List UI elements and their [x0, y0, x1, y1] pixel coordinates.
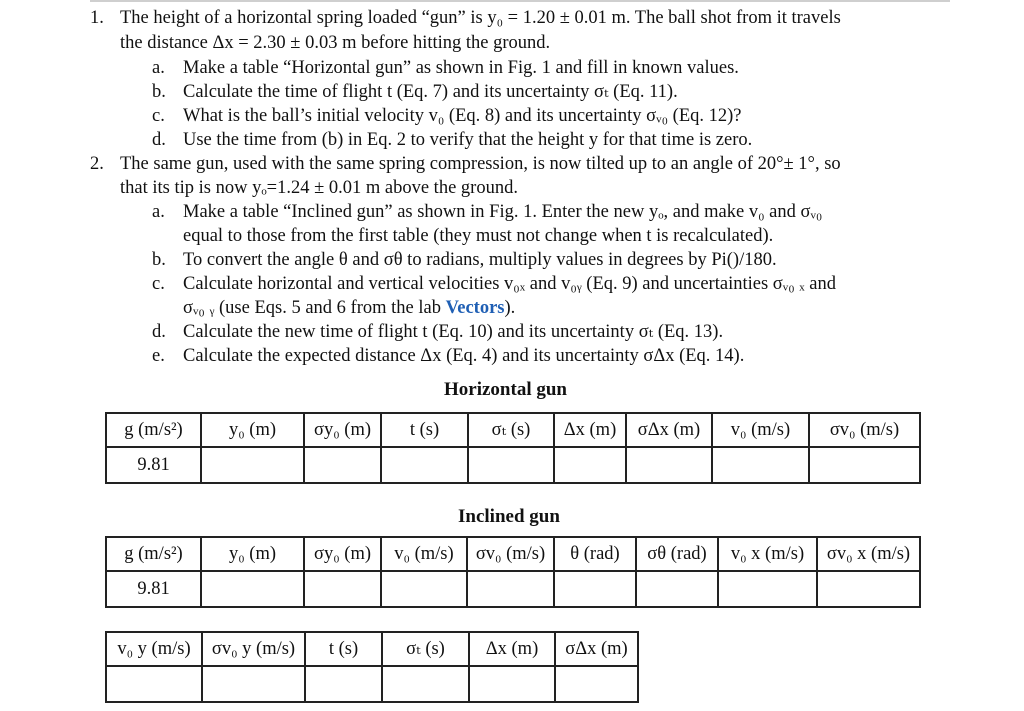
item-number: 2. [90, 154, 104, 174]
table-header-row [106, 413, 920, 447]
horizontal-table-caption: Horizontal gun [444, 379, 567, 400]
subitem-text [183, 296, 515, 320]
subitem-label: d. [152, 322, 166, 342]
table-row [106, 571, 920, 607]
table-cell[interactable] [718, 571, 817, 607]
subitem-text: To convert the angle θ and σθ to radians, multiply values in degrees by Pi()/180. [183, 250, 777, 270]
item-text: The same gun, used with the same spring compression, is now tilted up to an angle of 20°± 1°, so [120, 154, 841, 174]
table-cell[interactable] [554, 571, 636, 607]
subitem-text: Make a table “Horizontal gun” as shown in Fig. 1 and fill in known values. [183, 58, 739, 78]
header-cell: t (s) [305, 632, 382, 666]
item-text: that its tip is now yₒ=1.24 ± 0.01 m above the ground. [120, 178, 518, 198]
table-cell[interactable] [106, 666, 202, 702]
header-cell: σv₀ (m/s) [809, 413, 920, 447]
horizontal-gun-table [105, 412, 921, 484]
table-cell[interactable] [381, 571, 467, 607]
header-cell: σv₀ x (m/s) [817, 537, 920, 571]
subitem-text: Make a table “Inclined gun” as shown in Fig. 1. Enter the new yₒ, and make v₀ and σᵥ₀ [183, 202, 823, 222]
table-cell[interactable] [636, 571, 718, 607]
header-cell: σθ (rad) [636, 537, 718, 571]
table-row [106, 447, 920, 483]
inclined-gun-table-2 [105, 631, 639, 703]
table-header-row [106, 632, 638, 666]
header-cell: σv₀ y (m/s) [202, 632, 305, 666]
table-cell[interactable] [467, 571, 554, 607]
table-cell[interactable] [554, 447, 626, 483]
header-cell: σy₀ (m) [304, 537, 381, 571]
table-cell[interactable] [809, 447, 920, 483]
vectors-link[interactable]: Vectors [445, 298, 505, 318]
subitem-label: c. [152, 106, 165, 126]
header-cell: v₀ (m/s) [712, 413, 809, 447]
item-number: 1. [90, 8, 104, 28]
table-cell[interactable]: 9.81 [106, 571, 201, 607]
header-cell: v₀ (m/s) [381, 537, 467, 571]
subitem-label: a. [152, 202, 165, 222]
table-cell[interactable] [304, 571, 381, 607]
table-cell[interactable] [202, 666, 305, 702]
subitem-label: a. [152, 58, 165, 78]
subitem-text: What is the ball’s initial velocity v₀ (Eq. 8) and its uncertainty σᵥ₀ (Eq. 12)? [183, 106, 742, 126]
subitem-label: d. [152, 130, 166, 150]
header-cell: v₀ y (m/s) [106, 632, 202, 666]
subitem-label: c. [152, 274, 165, 294]
subitem-label: e. [152, 346, 165, 366]
header-cell: Δx (m) [469, 632, 555, 666]
header-cell: g (m/s²) [106, 413, 201, 447]
subitem-label: b. [152, 82, 166, 102]
table-cell[interactable] [305, 666, 382, 702]
header-cell: θ (rad) [554, 537, 636, 571]
table-cell[interactable] [382, 666, 469, 702]
top-rule [90, 0, 950, 2]
item-text: the distance Δx = 2.30 ± 0.03 m before hitting the ground. [120, 33, 551, 53]
table-cell[interactable] [381, 447, 468, 483]
table-cell[interactable] [201, 571, 304, 607]
table-cell[interactable]: 9.81 [106, 447, 201, 483]
subitem-text: Calculate horizontal and vertical velocities v₀ₓ and v₀ᵧ (Eq. 9) and uncertainties σᵥ₀ ₓ and [183, 274, 836, 294]
table-cell[interactable] [468, 447, 554, 483]
header-cell: σΔx (m) [626, 413, 712, 447]
table-header-row [106, 537, 920, 571]
header-cell: σΔx (m) [555, 632, 638, 666]
header-cell: σy₀ (m) [304, 413, 381, 447]
header-cell: t (s) [381, 413, 468, 447]
subitem-text-end: ). [504, 298, 516, 318]
inclined-gun-table [105, 536, 921, 608]
header-cell: σₜ (s) [382, 632, 469, 666]
subitem-label: b. [152, 250, 166, 270]
subitem-text-start: σᵥ₀ ᵧ (use Eqs. 5 and 6 from the lab [183, 298, 441, 318]
item-text: The height of a horizontal spring loaded “gun” is y₀ = 1.20 ± 0.01 m. The ball shot from it travels [120, 8, 841, 28]
table-cell[interactable] [712, 447, 809, 483]
subitem-text: Calculate the new time of flight t (Eq. 10) and its uncertainty σₜ (Eq. 13). [183, 322, 724, 342]
subitem-text: equal to those from the first table (they must not change when t is recalculated). [183, 226, 774, 246]
header-cell: y₀ (m) [201, 537, 304, 571]
header-cell: v₀ x (m/s) [718, 537, 817, 571]
table-cell[interactable] [201, 447, 304, 483]
header-cell: g (m/s²) [106, 537, 201, 571]
table-cell[interactable] [817, 571, 920, 607]
inclined-table-caption: Inclined gun [458, 506, 560, 527]
header-cell: σₜ (s) [468, 413, 554, 447]
table-cell[interactable] [304, 447, 381, 483]
table-row [106, 666, 638, 702]
table-cell[interactable] [469, 666, 555, 702]
header-cell: Δx (m) [554, 413, 626, 447]
table-cell[interactable] [555, 666, 638, 702]
header-cell: y₀ (m) [201, 413, 304, 447]
header-cell: σv₀ (m/s) [467, 537, 554, 571]
subitem-text: Use the time from (b) in Eq. 2 to verify that the height y for that time is zero. [183, 130, 753, 150]
table-cell[interactable] [626, 447, 712, 483]
subitem-text: Calculate the time of flight t (Eq. 7) and its uncertainty σₜ (Eq. 11). [183, 82, 678, 102]
subitem-text: Calculate the expected distance Δx (Eq. 4) and its uncertainty σΔx (Eq. 14). [183, 346, 745, 366]
